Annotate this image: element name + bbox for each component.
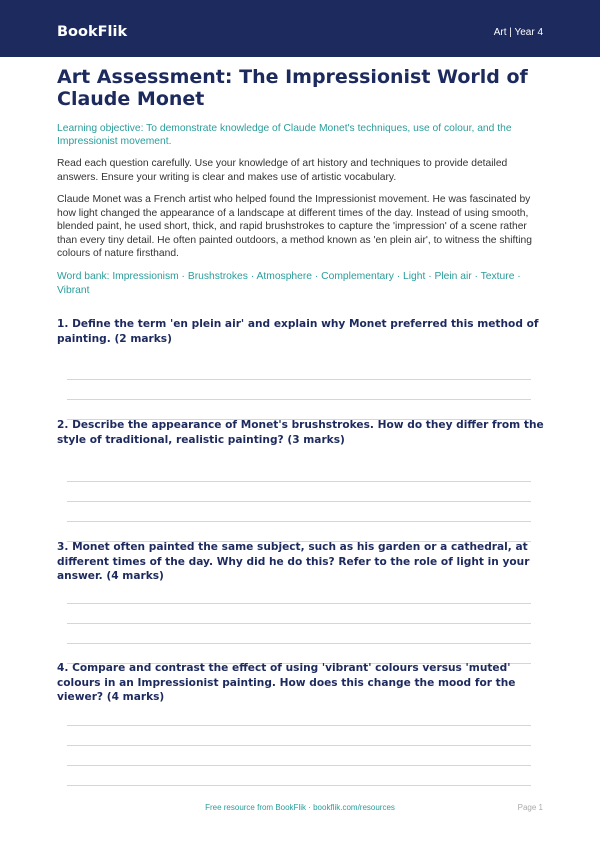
answer-line[interactable] bbox=[67, 765, 531, 766]
answer-line[interactable] bbox=[67, 623, 531, 624]
answer-line[interactable] bbox=[67, 501, 531, 502]
learning-objective: Learning objective: To demonstrate knowledge of Claude Monet's techniques, use of colour, and the Impressionist movement. bbox=[57, 123, 512, 147]
page-number: Page 1 bbox=[517, 803, 543, 812]
answer-line[interactable] bbox=[67, 785, 531, 786]
page-header bbox=[0, 0, 600, 57]
subject-year-label: Art | Year 4 bbox=[493, 27, 543, 38]
question-1: 1. Define the term 'en plein air' and explain why Monet preferred this method of painting. (2 marks) bbox=[57, 318, 539, 345]
page-title: Art Assessment: The Impressionist World of Claude Monet bbox=[57, 66, 528, 110]
brand-logo: BookFlik bbox=[57, 24, 128, 40]
answer-line[interactable] bbox=[67, 399, 531, 400]
instructions-text: Read each question carefully. Use your knowledge of art history and techniques to provide detailed answers. Ensure your writing is clear and makes use of artistic vocabulary. bbox=[57, 158, 508, 183]
answer-line[interactable] bbox=[67, 643, 531, 644]
answer-line[interactable] bbox=[67, 521, 531, 522]
answer-line[interactable] bbox=[67, 481, 531, 482]
footer-resource-text: Free resource from BookFlik · bookflik.com/resources bbox=[205, 803, 395, 812]
intro-text: Claude Monet was a French artist who helped found the Impressionist movement. He was fascinated by how light changed the appearance of a landscape at different times of the day. Instead of using smooth, blended paint, he used short, thick, and rapid brushstrokes to capture the 'impression' of a scene rather than every tiny detail. He often painted outdoors, a method known as 'en plein air', to witness the shifting colours of nature firsthand. bbox=[57, 194, 533, 259]
answer-line[interactable] bbox=[67, 725, 531, 726]
question-4: 4. Compare and contrast the effect of using 'vibrant' colours versus 'muted' colours in an Impressionist painting. How does this change the mood for the viewer? (4 marks) bbox=[57, 662, 516, 703]
word-bank: Word bank: Impressionism · Brushstrokes · Atmosphere · Complementary · Light · Plein air · Texture · Vibrant bbox=[57, 271, 521, 296]
answer-line[interactable] bbox=[67, 745, 531, 746]
answer-line[interactable] bbox=[67, 603, 531, 604]
question-3: 3. Monet often painted the same subject, such as his garden or a cathedral, at different times of the day. Why did he do this? Refer to the role of light in your answer. (4 marks) bbox=[57, 541, 530, 582]
answer-line[interactable] bbox=[67, 379, 531, 380]
question-2: 2. Describe the appearance of Monet's brushstrokes. How do they differ from the style of traditional, realistic painting? (3 marks) bbox=[57, 419, 544, 446]
